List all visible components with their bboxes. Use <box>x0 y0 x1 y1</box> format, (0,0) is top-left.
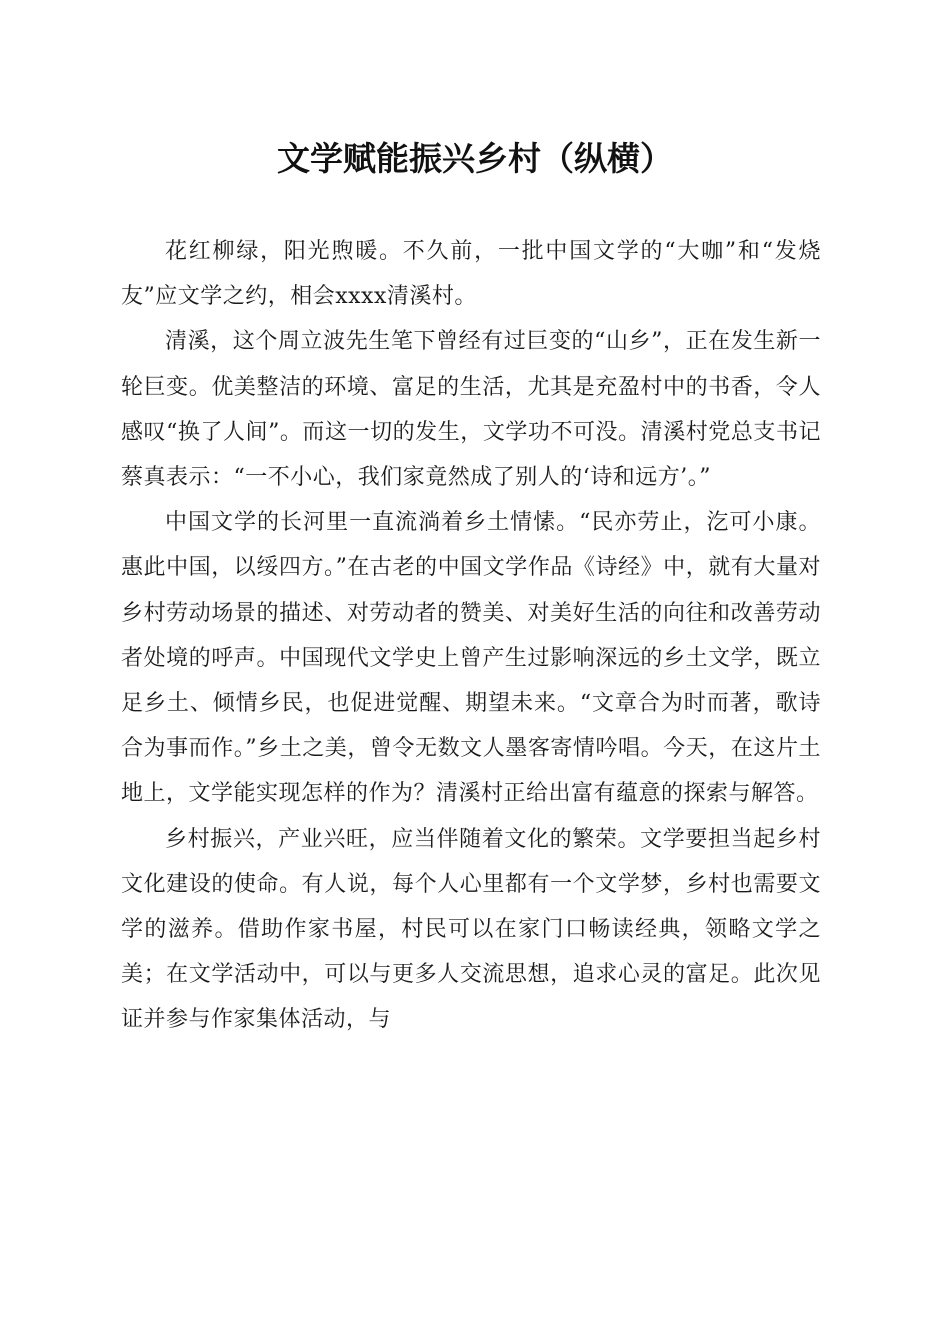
paragraph-3: 中国文学的长河里一直流淌着乡土情愫。“民亦劳止，汔可小康。惠此中国，以绥四方。”在古老的中国文学作品《诗经》中，就有大量对乡村劳动场景的描述、对劳动者的赞美、对美好生活的向往和改善劳动者处境的呼声。中国现代文学史上曾产生过影响深远的乡土文学，既立足乡土、倾情乡民，也促进觉醒、期望未来。“文章合为时而著，歌诗合为事而作。”乡土之美，曾令无数文人墨客寄情吟唱。今天，在这片土地上，文学能实现怎样的作为？清溪村正给出富有蕴意的探索与解答。 <box>121 510 821 807</box>
paragraph-1: 花红柳绿，阳光煦暖。不久前，一批中国文学的“大咖”和“发烧友”应文学之约，相会xxxx清溪村。 <box>121 239 821 310</box>
article-title: 文学赋能振兴乡村（纵横） <box>277 139 673 178</box>
paragraph-2: 清溪，这个周立波先生笔下曾经有过巨变的“山乡”，正在发生新一轮巨变。优美整洁的环境、富足的生活，尤其是充盈村中的书香，令人感叹“换了人间”。而这一切的发生，文学功不可没。清溪村党总支书记蔡真表示：“一不小心，我们家竟然成了别人的‘诗和远方’。” <box>121 329 821 491</box>
paragraph-4: 乡村振兴，产业兴旺，应当伴随着文化的繁荣。文学要担当起乡村文化建设的使命。有人说，每个人心里都有一个文学梦，乡村也需要文学的滋养。借助作家书屋，村民可以在家门口畅读经典，领略文学之美；在文学活动中，可以与更多人交流思想，追求心灵的富足。此次见证并参与作家集体活动，与 <box>121 826 821 1033</box>
article-body <box>121 229 821 1043</box>
